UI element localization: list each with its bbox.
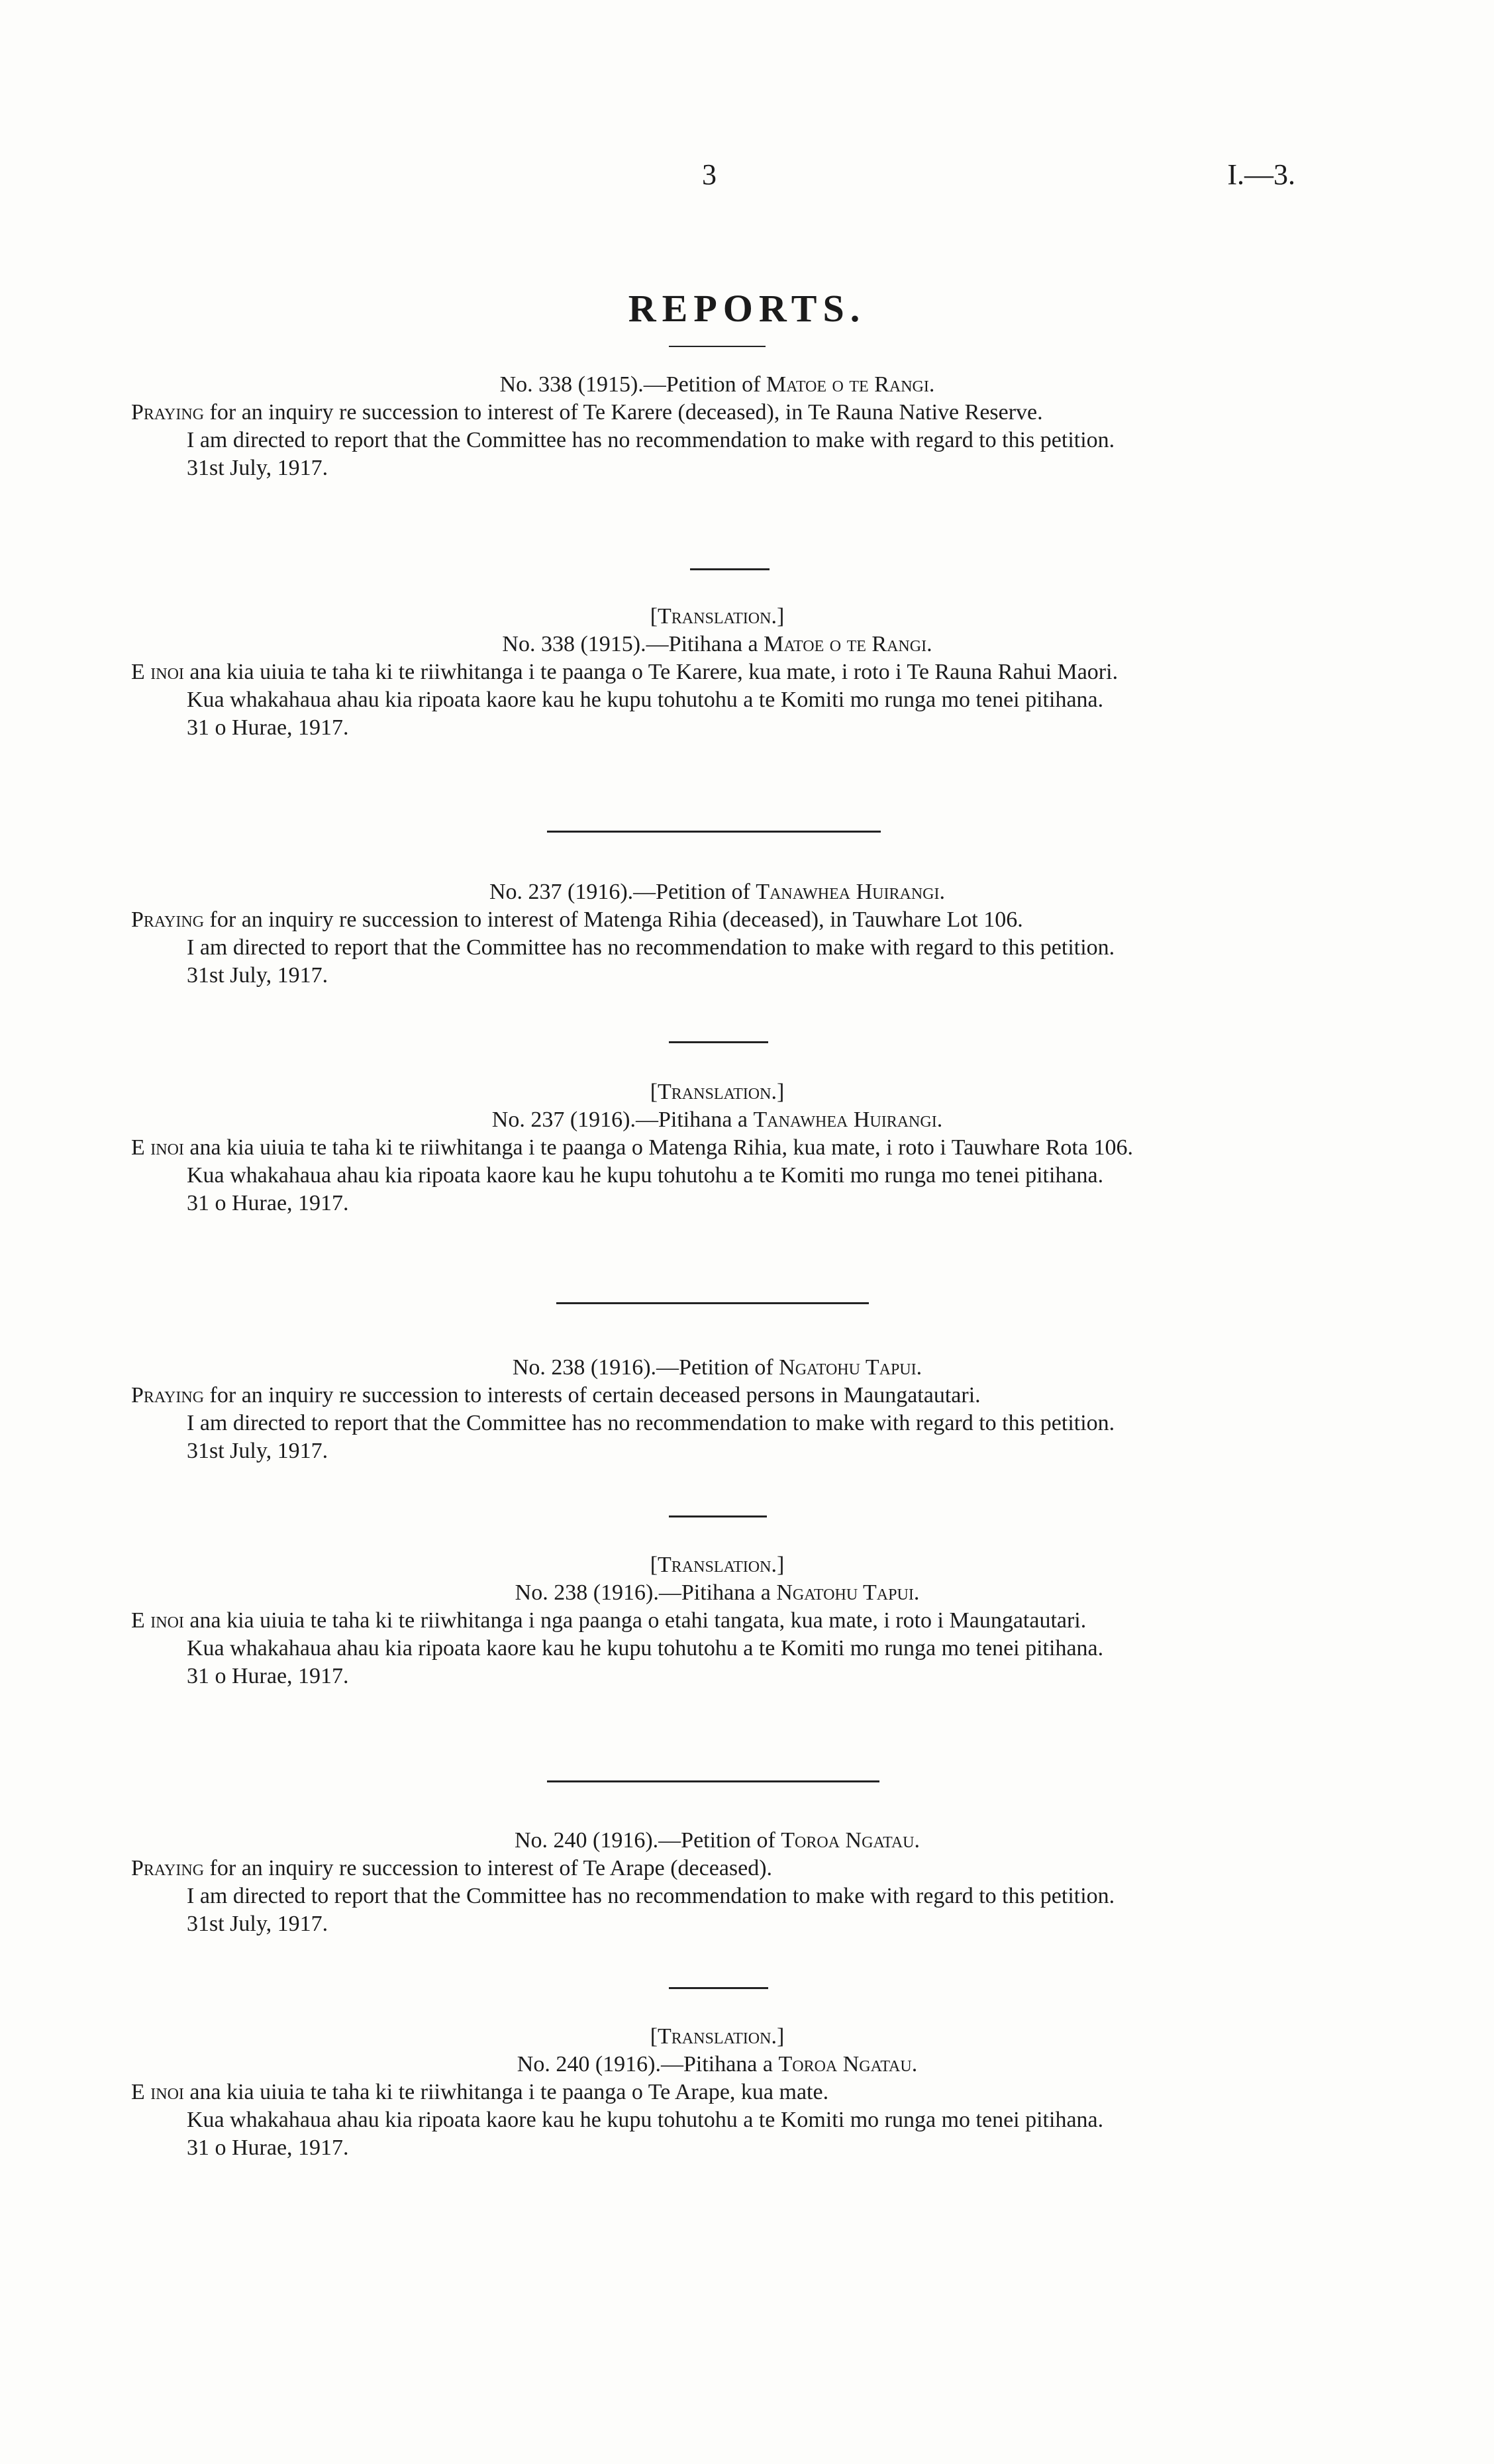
- section-rule: [669, 1515, 767, 1517]
- translation-label: [Translation.]: [650, 604, 785, 629]
- petition-entry-238-translation: [131, 1551, 1303, 1690]
- entry-body: E inoi ana kia uiuia te taha ki te riiwhitanga i te paanga o Te Arape, kua mate.: [131, 2080, 829, 2104]
- entry-date: 31st July, 1917.: [187, 1439, 328, 1463]
- petition-entry-240-translation: [131, 2023, 1303, 2162]
- section-rule: [669, 1041, 768, 1043]
- section-rule: [547, 1780, 879, 1782]
- entry-body: E inoi ana kia uiuia te taha ki te riiwhitanga i te paanga o Te Karere, kua mate, i roto i Te Rauna Rahui Maori.: [131, 660, 1119, 684]
- entry-report: Kua whakahaua ahau kia ripoata kaore kau he kupu tohutohu a te Komiti mo runga mo tenei pitihana.: [187, 1636, 1104, 1661]
- section-rule: [547, 831, 881, 833]
- entry-heading: No. 238 (1916).—Petition of Ngatohu Tapui.: [512, 1355, 922, 1380]
- title-rule: [669, 346, 766, 347]
- entry-heading: No. 238 (1916).—Pitihana a Ngatohu Tapui.: [515, 1580, 920, 1605]
- page-title: REPORTS.: [628, 287, 866, 330]
- entry-date: 31st July, 1917.: [187, 963, 328, 988]
- petition-entry-237-english: [131, 878, 1303, 990]
- section-rule: [669, 1987, 768, 1989]
- entry-date: 31 o Hurae, 1917.: [187, 1191, 349, 1215]
- entry-report: Kua whakahaua ahau kia ripoata kaore kau he kupu tohutohu a te Komiti mo runga mo tenei pitihana.: [187, 1163, 1104, 1188]
- page-number: 3: [702, 158, 717, 191]
- translation-label: [Translation.]: [650, 1080, 785, 1104]
- entry-report: I am directed to report that the Committee has no recommendation to make with regard to this petition.: [187, 1884, 1115, 1908]
- entry-report: Kua whakahaua ahau kia ripoata kaore kau he kupu tohutohu a te Komiti mo runga mo tenei pitihana.: [187, 688, 1104, 712]
- entry-body: E inoi ana kia uiuia te taha ki te riiwhitanga i nga paanga o etahi tangata, kua mate, i roto i Maungatautari.: [131, 1608, 1087, 1633]
- entry-body: Praying for an inquiry re succession to interest of Matenga Rihia (deceased), in Tauwhare Lot 106.: [131, 907, 1023, 932]
- entry-heading: No. 237 (1916).—Pitihana a Tanawhea Huirangi.: [491, 1107, 943, 1132]
- section-rule: [556, 1302, 869, 1304]
- entry-report: I am directed to report that the Committee has no recommendation to make with regard to this petition.: [187, 1411, 1115, 1435]
- petition-entry-238-english: [131, 1354, 1303, 1465]
- petition-entry-338-translation: [131, 603, 1303, 742]
- entry-heading: No. 240 (1916).—Petition of Toroa Ngatau.: [514, 1828, 921, 1853]
- entry-body: E inoi ana kia uiuia te taha ki te riiwhitanga i te paanga o Matenga Rihia, kua mate, i roto i Tauwhare Rota 106.: [131, 1135, 1133, 1160]
- entry-date: 31st July, 1917.: [187, 456, 328, 480]
- entry-heading: No. 237 (1916).—Petition of Tanawhea Huirangi.: [489, 880, 945, 904]
- entry-heading: No. 338 (1915).—Petition of Matoe o te Rangi.: [499, 372, 935, 397]
- entry-date: 31 o Hurae, 1917.: [187, 1664, 349, 1688]
- entry-body: Praying for an inquiry re succession to interest of Te Karere (deceased), in Te Rauna Native Reserve.: [131, 400, 1043, 425]
- entry-heading: No. 240 (1916).—Pitihana a Toroa Ngatau.: [517, 2052, 918, 2077]
- entry-report: I am directed to report that the Committee has no recommendation to make with regard to this petition.: [187, 935, 1115, 960]
- section-rule: [690, 568, 770, 570]
- entry-body: Praying for an inquiry re succession to interests of certain deceased persons in Maungatautari.: [131, 1383, 981, 1408]
- translation-label: [Translation.]: [650, 1553, 785, 1577]
- petition-entry-237-translation: [131, 1078, 1303, 1217]
- entry-report: I am directed to report that the Committee has no recommendation to make with regard to this petition.: [187, 428, 1115, 452]
- entry-date: 31st July, 1917.: [187, 1912, 328, 1936]
- document-reference: I.—3.: [1227, 158, 1295, 191]
- petition-entry-240-english: [131, 1827, 1303, 1938]
- petition-entry-338-english: [131, 371, 1303, 482]
- translation-label: [Translation.]: [650, 2024, 785, 2049]
- entry-date: 31 o Hurae, 1917.: [187, 2135, 349, 2160]
- entry-report: Kua whakahaua ahau kia ripoata kaore kau he kupu tohutohu a te Komiti mo runga mo tenei pitihana.: [187, 2108, 1104, 2132]
- entry-date: 31 o Hurae, 1917.: [187, 715, 349, 740]
- entry-body: Praying for an inquiry re succession to interest of Te Arape (deceased).: [131, 1856, 773, 1880]
- entry-heading: No. 338 (1915).—Pitihana a Matoe o te Rangi.: [502, 632, 932, 656]
